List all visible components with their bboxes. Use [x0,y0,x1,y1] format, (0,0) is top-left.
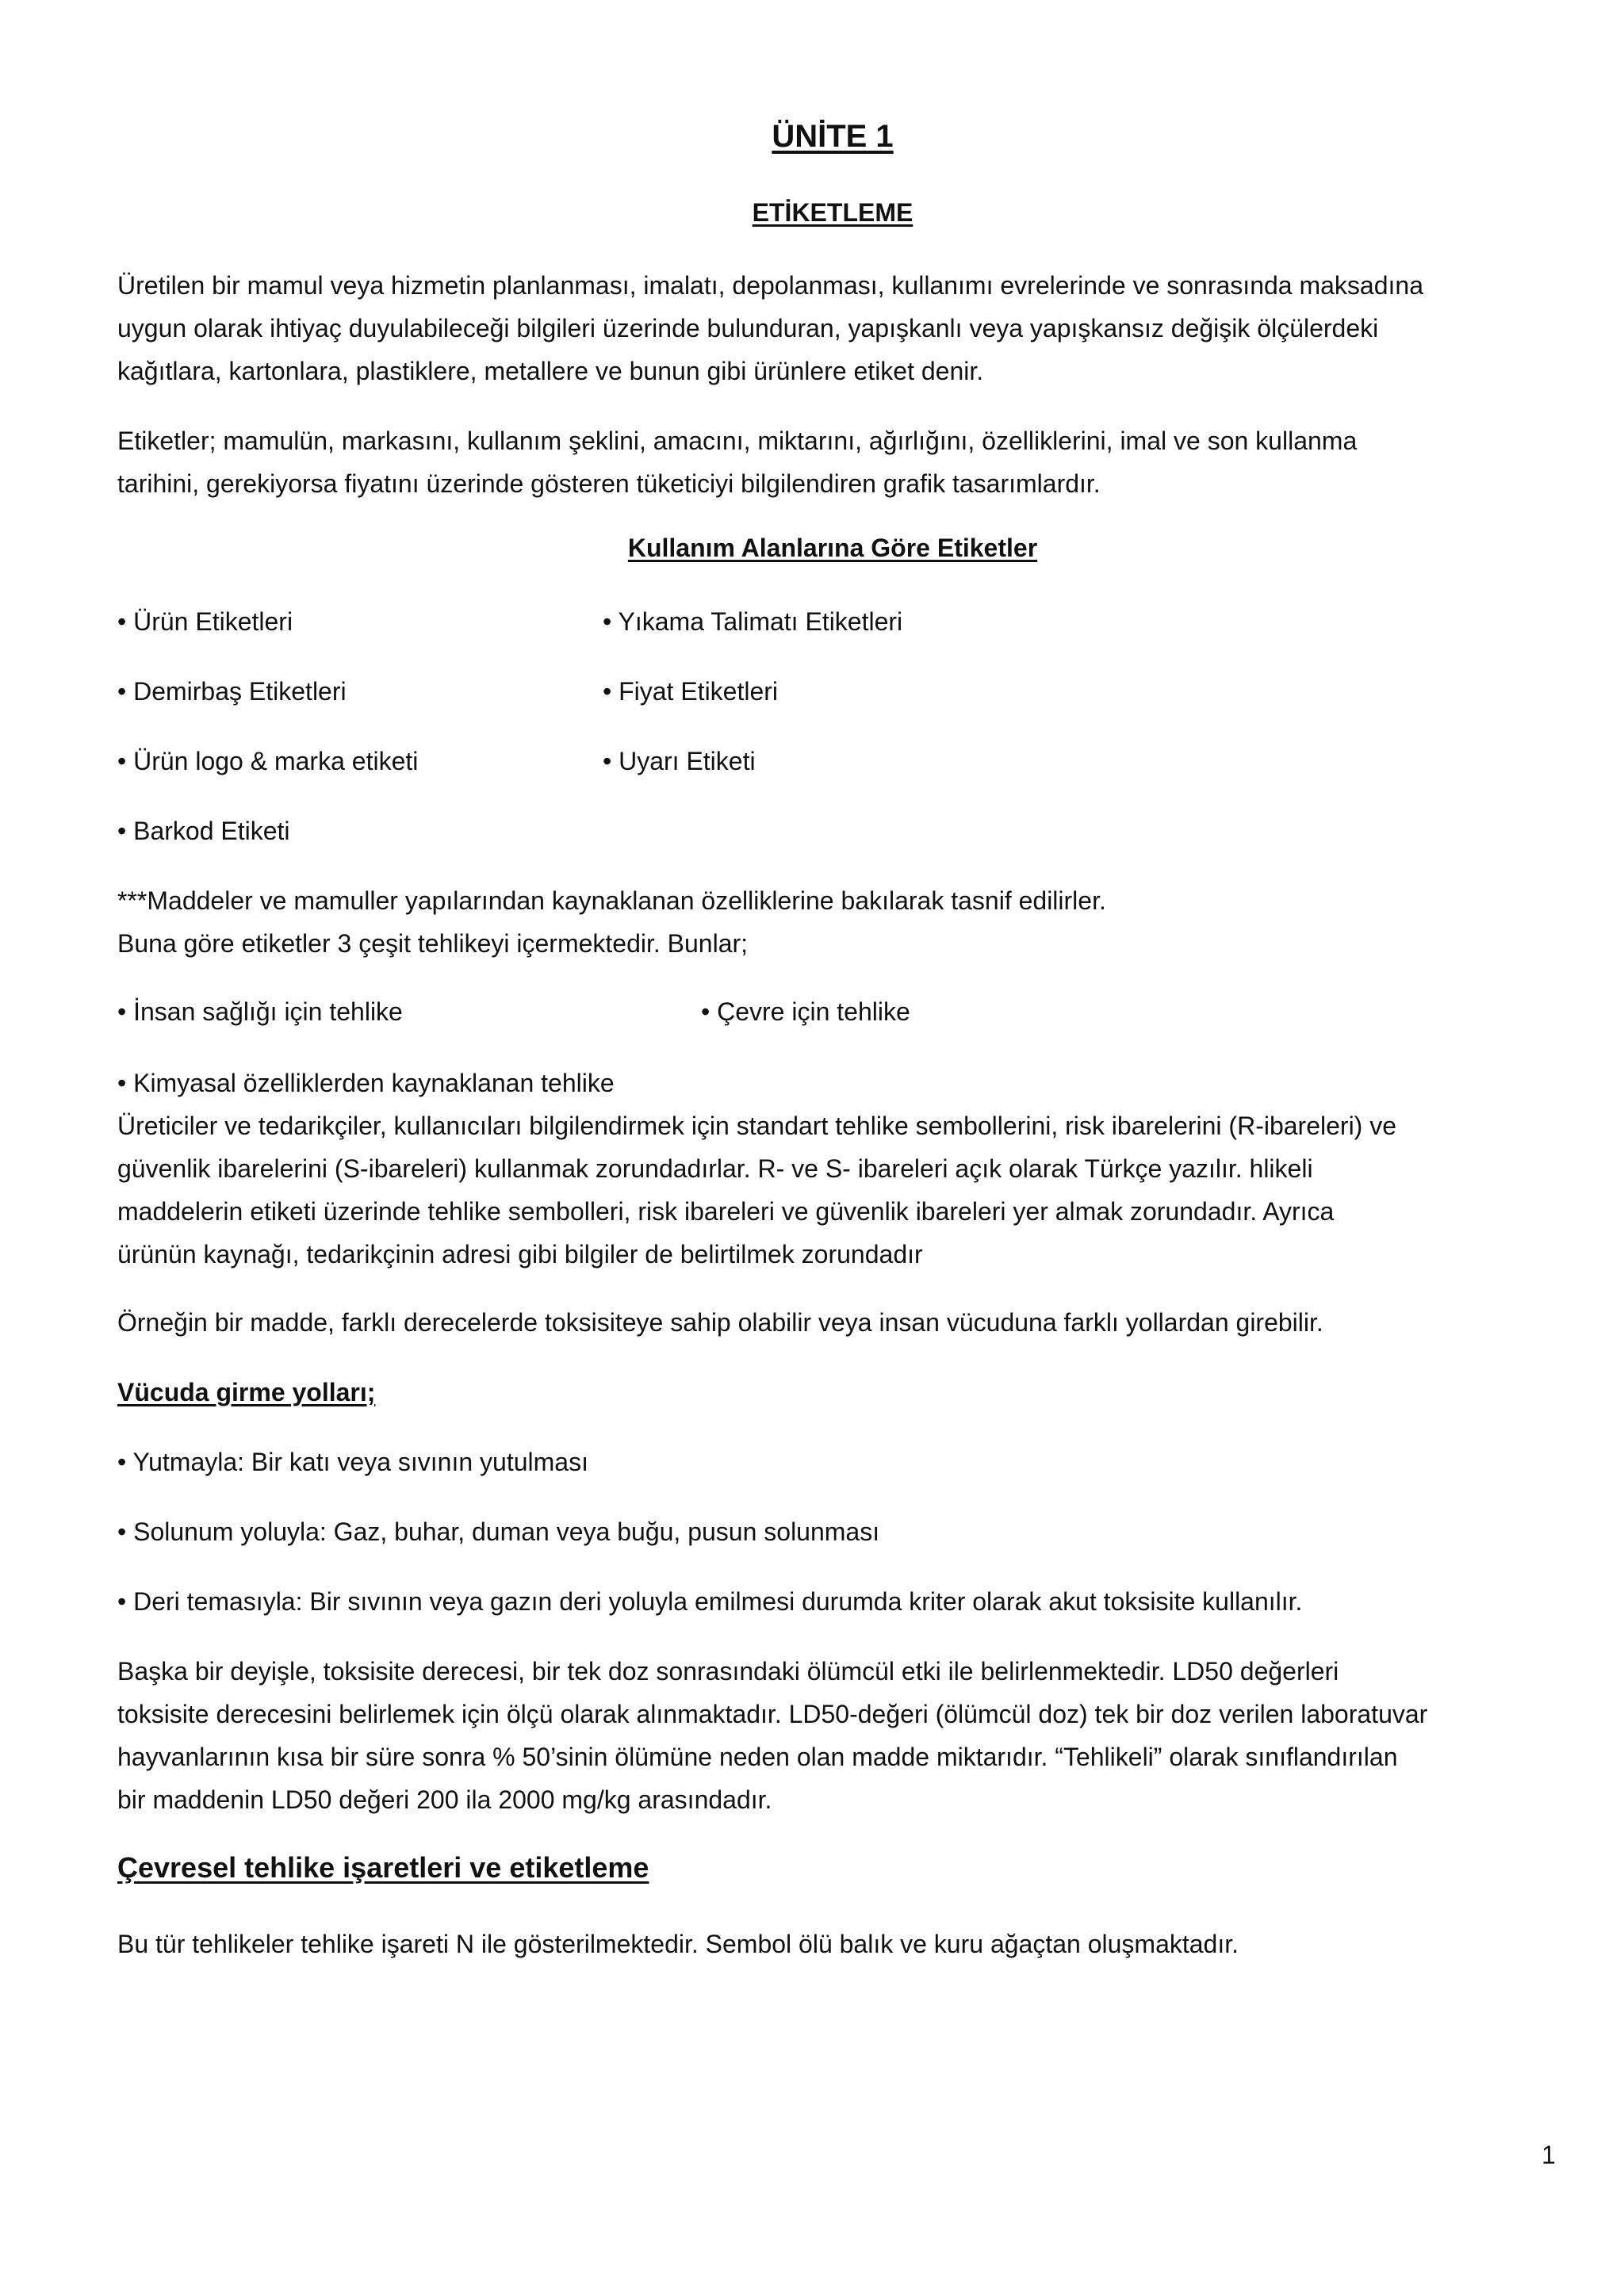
list-item: • Ürün logo & marka etiketi [117,747,419,775]
unit-title: ÜNİTE 1 [772,119,894,154]
example-paragraph: Örneğin bir madde, farklı derecelerde toksisiteye sahip olabilir veya insan vücuduna farklı yollardan girebilir. [117,1308,1323,1337]
text-line: kağıtlara, kartonlara, plastiklere, metallere ve bunun gibi ürünlere etiket denir. [117,357,984,385]
text-line: ürünün kaynağı, tedarikçinin adresi gibi bilgiler de belirtilmek zorundadır [117,1240,923,1269]
page-number: 1 [1542,2141,1556,2169]
list-item: • Kimyasal özelliklerden kaynaklanan tehlike [117,1069,615,1097]
list-item: • Uyarı Etiketi [603,747,756,775]
list-item: • Yutmayla: Bir katı veya sıvının yutulması [117,1448,588,1476]
text-line: uygun olarak ihtiyaç duyulabileceği bilgileri üzerinde bulunduran, yapışkanlı veya yapışkansız değişik ölçülerdeki [117,314,1379,342]
text-line: Üretilen bir mamul veya hizmetin planlanması, imalatı, depolanması, kullanımı evrelerinde ve sonrasında maksadına [117,271,1423,300]
text-line: bir maddenin LD50 değeri 200 ila 2000 mg/kg arasındadır. [117,1785,772,1814]
list-item: • Ürün Etiketleri [117,607,293,636]
list-item: • Demirbaş Etiketleri [117,677,347,706]
list-item: • Deri temasıyla: Bir sıvının veya gazın deri yoluyla emilmesi durumda kriter olarak akut toksisite kullanılır. [117,1587,1303,1616]
text-line: Başka bir deyişle, toksisite derecesi, bir tek doz sonrasındaki ölümcül etki ile belirlenmektedir. LD50 değerleri [117,1657,1339,1686]
list-item: • Fiyat Etiketleri [603,677,779,706]
text-line: Üreticiler ve tedarikçiler, kullanıcıları bilgilendirmek için standart tehlike sembollerini, risk ibarelerini (R-ibareleri) ve [117,1112,1397,1140]
section-title: ETİKETLEME [752,198,914,227]
text-line: maddelerin etiketi üzerinde tehlike sembolleri, risk ibareleri ve güvenlik ibareleri yer almak zorundadır. Ayrıca [117,1197,1335,1226]
routes-heading: Vücuda girme yolları; [117,1378,376,1406]
list-item: • Solunum yoluyla: Gaz, buhar, duman veya buğu, pusun solunması [117,1517,880,1546]
text-line: Buna göre etiketler 3 çeşit tehlikeyi içermektedir. Bunlar; [117,929,749,958]
list-item: • Yıkama Talimatı Etiketleri [603,607,903,636]
env-heading: Çevresel tehlike işaretleri ve etiketleme [117,1851,649,1884]
usage-heading: Kullanım Alanlarına Göre Etiketler [627,534,1038,562]
list-item: • Çevre için tehlike [701,997,910,1026]
text-line: hayvanlarının kısa bir süre sonra % 50’sinin ölümüne neden olan madde miktarıdır. “Tehlikeli” olarak sınıflandırılan [117,1743,1398,1771]
list-item: • İnsan sağlığı için tehlike [117,997,403,1026]
env-paragraph: Bu tür tehlikeler tehlike işareti N ile gösterilmektedir. Sembol ölü balık ve kuru ağaçtan oluşmaktadır. [117,1930,1239,1958]
text-line: tarihini, gerekiyorsa fiyatını üzerinde gösteren tüketiciyi bilgilendiren grafik tasarımlardır. [117,469,1101,498]
text-line: ***Maddeler ve mamuller yapılarından kaynaklanan özelliklerine bakılarak tasnif edilirler. [117,886,1106,915]
text-line: Etiketler; mamulün, markasını, kullanım şeklini, amacını, miktarını, ağırlığını, özelliklerini, imal ve son kullanma [117,427,1358,455]
list-item: • Barkod Etiketi [117,817,290,845]
text-line: güvenlik ibarelerini (S-ibareleri) kullanmak zorundadırlar. R- ve S- ibareleri açık olarak Türkçe yazılır. hlikeli [117,1154,1313,1183]
text-line: toksisite derecesini belirlemek için ölçü olarak alınmaktadır. LD50-değeri (ölümcül doz) tek bir doz verilen laboratuvar [117,1700,1428,1728]
